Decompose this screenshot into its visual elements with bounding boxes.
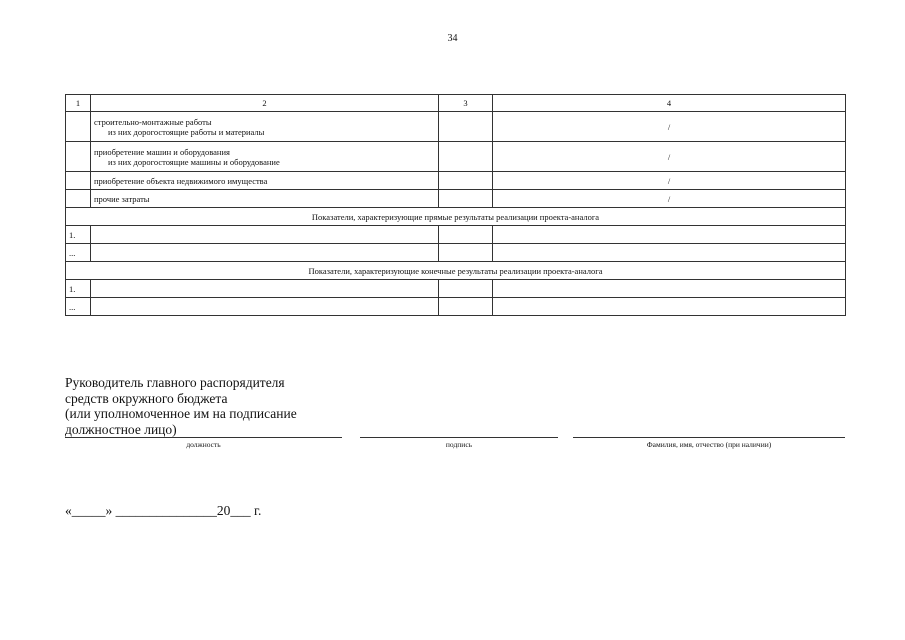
page-number: 34 (447, 33, 458, 44)
table-row (66, 280, 846, 298)
cost-row-label (91, 142, 439, 172)
cost-row-title: приобретение объекта недвижимого имущества (91, 172, 439, 190)
section-direct-results: Показатели, характеризующие прямые результаты реализации проекта-аналога (66, 208, 846, 226)
signature-line-4: должностное лицо) (65, 421, 177, 437)
caption-position: должность (186, 440, 221, 449)
signature-line[interactable] (360, 437, 558, 438)
table-row (66, 226, 846, 244)
section-final-results: Показатели, характеризующие конечные результаты реализации проекта-аналога (66, 262, 846, 280)
cost-row-subtitle: из них дорогостоящие работы и материалы (108, 126, 265, 137)
row-number: ... (66, 244, 91, 262)
cost-row-title: строительно-монтажные работы (94, 116, 212, 127)
caption-signature: подпись (445, 440, 473, 449)
section-header-row (66, 208, 846, 226)
table-row (66, 190, 846, 208)
cost-row-title: прочие затраты (91, 190, 439, 208)
table-row (66, 172, 846, 190)
table-row (66, 298, 846, 316)
cost-row-title: приобретение машин и оборудования (94, 146, 230, 157)
section-header-row (66, 262, 846, 280)
header-cell-1: 1 (66, 95, 91, 112)
table-row (66, 244, 846, 262)
table-header-row (66, 95, 846, 112)
header-cell-2: 2 (91, 95, 439, 112)
caption-full-name: Фамилия, имя, отчество (при наличии) (646, 440, 772, 449)
cost-row-subtitle: из них дорогостоящие машины и оборудование (108, 156, 280, 167)
full-name-line[interactable] (573, 437, 845, 438)
form-table (65, 94, 846, 316)
table-row (66, 112, 846, 142)
cost-row-value: / (493, 112, 846, 142)
header-cell-3: 3 (439, 95, 493, 112)
signature-block (65, 375, 297, 437)
cost-row-value: / (493, 190, 846, 208)
row-number: 1. (66, 280, 91, 298)
cost-row-value: / (493, 172, 846, 190)
cost-row-label (91, 112, 439, 142)
signature-line-2: средств окружного бюджета (65, 390, 228, 406)
date-line: «_____» _______________20___ г. (65, 503, 262, 518)
signature-line-1: Руководитель главного распорядителя (65, 375, 285, 390)
signature-line-3: (или уполномоченное им на подписание (65, 406, 297, 421)
header-cell-4: 4 (493, 95, 846, 112)
position-line[interactable] (65, 437, 342, 438)
cost-row-value: / (493, 142, 846, 172)
row-number: ... (66, 298, 91, 316)
row-number: 1. (66, 226, 91, 244)
table-row (66, 142, 846, 172)
